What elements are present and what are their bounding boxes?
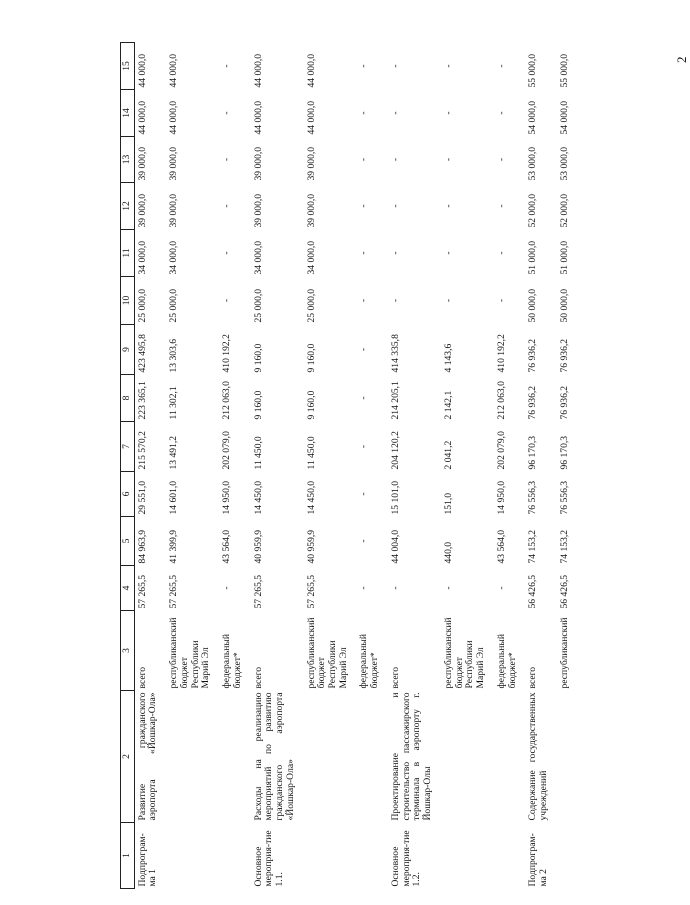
column-header: 5 [121, 517, 135, 566]
value-cell: - [221, 298, 233, 303]
value-cell: - [442, 204, 454, 208]
value-cell: 51 000,0 [527, 240, 539, 275]
table-row [494, 43, 525, 889]
column-header: 2 [121, 691, 135, 823]
value-cell: 43 564,0 [495, 529, 507, 564]
table-row [134, 43, 166, 889]
value-cell: - [221, 157, 233, 162]
value-cell: 25 000,0 [168, 288, 180, 323]
program-title-cell: Проектирование и строительство пассажирского терминала в аэропорту г. Йошкар-Олы [389, 692, 434, 821]
column-header: 8 [121, 375, 135, 422]
value-cell: 410 192,2 [221, 334, 233, 373]
value-cell: 44 000,0 [305, 53, 317, 88]
value-cell: 44 000,0 [305, 100, 317, 135]
value-cell: 223 365,1 [136, 381, 148, 420]
value-cell: - [358, 64, 370, 68]
value-cell: 44 000,0 [136, 53, 148, 88]
value-cell: 29 551,0 [136, 480, 148, 515]
value-cell: 50 000,0 [527, 288, 539, 323]
value-cell: 74 153,2 [558, 529, 570, 564]
value-cell: - [358, 539, 370, 543]
column-header: 11 [121, 230, 135, 277]
value-cell: 44 004,0 [389, 529, 401, 564]
value-cell: - [389, 586, 401, 590]
value-cell: 14 450,0 [305, 480, 317, 515]
value-cell: 202 079,0 [221, 431, 233, 470]
value-cell: - [389, 204, 401, 208]
value-cell: 39 000,0 [136, 146, 148, 181]
value-cell: - [495, 157, 507, 162]
funding-source-cell: республиканский [558, 617, 570, 689]
value-cell: - [358, 204, 370, 208]
value-cell: 96 170,3 [558, 435, 570, 470]
value-cell: 13 491,2 [168, 435, 180, 470]
value-cell: 9 160,0 [252, 390, 264, 420]
funding-source-cell: всего [527, 666, 539, 689]
value-cell: - [389, 251, 401, 255]
program-title-cell [219, 691, 250, 823]
table-body [134, 43, 577, 889]
value-cell: - [358, 396, 370, 400]
value-cell: - [221, 586, 233, 590]
value-cell: - [389, 64, 401, 68]
value-cell: - [221, 251, 233, 255]
page-number: 2 [674, 56, 689, 63]
table-row [219, 43, 250, 889]
value-cell: - [358, 586, 370, 590]
value-cell: - [442, 251, 454, 255]
program-name-cell [356, 823, 387, 889]
value-cell: 57 265,5 [252, 574, 264, 609]
value-cell: 414 335,8 [389, 334, 401, 373]
value-cell: 55 000,0 [558, 53, 570, 88]
value-cell: 39 000,0 [305, 146, 317, 181]
value-cell: - [358, 492, 370, 496]
value-cell: 53 000,0 [527, 146, 539, 181]
value-cell: 202 079,0 [495, 431, 507, 470]
value-cell: 39 000,0 [168, 193, 180, 228]
value-cell: 76 556,3 [558, 480, 570, 515]
value-cell: 11 450,0 [252, 436, 264, 470]
value-cell: - [442, 157, 454, 162]
table-row [166, 43, 219, 889]
value-cell: - [442, 298, 454, 303]
value-cell: 57 265,5 [305, 574, 317, 609]
value-cell: - [389, 157, 401, 162]
value-cell: 41 399,9 [168, 529, 180, 564]
value-cell: 14 450,0 [252, 480, 264, 515]
table-row [356, 43, 387, 889]
program-name-cell [494, 823, 525, 889]
column-header: 6 [121, 472, 135, 517]
column-header: 10 [121, 277, 135, 325]
funding-source-cell: федеральный бюджет* [495, 633, 518, 689]
value-cell: 57 265,5 [168, 574, 180, 609]
funding-source-cell: всего [136, 666, 148, 689]
program-title-cell [356, 691, 387, 823]
value-cell: 52 000,0 [527, 193, 539, 228]
value-cell: 410 192,2 [495, 334, 507, 373]
value-cell: 34 000,0 [136, 240, 148, 275]
value-cell: 44 000,0 [168, 53, 180, 88]
value-cell: 76 936,2 [558, 385, 570, 420]
value-cell: 39 000,0 [168, 146, 180, 181]
value-cell: - [221, 111, 233, 115]
column-header: 9 [121, 325, 135, 375]
value-cell: 39 000,0 [305, 193, 317, 228]
value-cell: - [221, 204, 233, 208]
value-cell: - [495, 64, 507, 68]
value-cell: 13 303,6 [168, 338, 180, 373]
value-cell: 76 936,2 [527, 338, 539, 373]
value-cell: 40 959,9 [252, 529, 264, 564]
program-name-cell [441, 823, 494, 889]
value-cell: 11 450,0 [305, 436, 317, 470]
program-title-cell [557, 691, 578, 823]
value-cell: - [495, 204, 507, 208]
column-header: 4 [121, 566, 135, 611]
value-cell: 151,0 [442, 492, 454, 515]
value-cell: - [358, 444, 370, 449]
value-cell: 55 000,0 [527, 53, 539, 88]
program-title-cell [304, 691, 357, 823]
value-cell: 14 601,0 [168, 480, 180, 515]
value-cell: 11 302,1 [168, 386, 180, 420]
value-cell: 57 265,5 [136, 574, 148, 609]
column-header: 13 [121, 137, 135, 183]
column-header: 3 [121, 611, 135, 691]
value-cell: 44 000,0 [168, 100, 180, 135]
value-cell: - [358, 251, 370, 255]
value-cell: 212 063,0 [221, 381, 233, 420]
table-header [121, 43, 135, 889]
value-cell: - [221, 64, 233, 68]
value-cell: 215 570,2 [136, 431, 148, 470]
value-cell: - [495, 298, 507, 303]
program-name-cell [557, 823, 578, 889]
value-cell: 214 205,1 [389, 381, 401, 420]
value-cell: 212 063,0 [495, 381, 507, 420]
value-cell: - [358, 347, 370, 352]
value-cell: 44 000,0 [136, 100, 148, 135]
value-cell: - [442, 586, 454, 590]
program-title-cell: Содержание государственных учреждений [527, 692, 550, 821]
value-cell: 54 000,0 [558, 100, 570, 135]
value-cell: - [358, 111, 370, 115]
program-title-cell [166, 691, 219, 823]
table-row [251, 43, 304, 889]
value-cell: 204 120,2 [389, 431, 401, 470]
value-cell: 40 959,9 [305, 529, 317, 564]
value-cell: 39 000,0 [136, 193, 148, 228]
value-cell: 96 170,3 [527, 435, 539, 470]
value-cell: 4 143,6 [442, 343, 454, 373]
value-cell: 54 000,0 [527, 100, 539, 135]
value-cell: 25 000,0 [252, 288, 264, 323]
table-row [525, 43, 556, 889]
value-cell: 423 495,8 [136, 334, 148, 373]
column-header: 1 [121, 823, 135, 889]
value-cell: 14 950,0 [495, 480, 507, 515]
value-cell: 25 000,0 [136, 288, 148, 323]
funding-source-cell: республиканский бюджет Республики Марий Эл [168, 617, 212, 689]
table-row [557, 43, 578, 889]
value-cell: 34 000,0 [252, 240, 264, 275]
value-cell: 76 556,3 [527, 480, 539, 515]
budget-table-sheet [120, 43, 640, 889]
program-title-cell: Развитие гражданского аэропорта «Йошкар-Ола» [136, 692, 159, 821]
funding-source-cell: федеральный бюджет* [221, 633, 243, 689]
funding-source-cell: республиканский бюджет Республики Марий Эл [305, 617, 349, 689]
program-name-cell [166, 823, 219, 889]
value-cell: 2 041,2 [442, 440, 454, 470]
program-name-cell [304, 823, 357, 889]
value-cell: 15 101,0 [389, 480, 401, 515]
value-cell: 50 000,0 [558, 288, 570, 323]
program-name-cell [219, 823, 250, 889]
value-cell: 25 000,0 [305, 288, 317, 323]
program-name-cell: Основное мероприя-тие 1.1. [252, 830, 286, 887]
funding-source-cell: всего [389, 666, 401, 689]
value-cell: 43 564,0 [221, 529, 233, 564]
value-cell: - [358, 157, 370, 162]
value-cell: 34 000,0 [168, 240, 180, 275]
value-cell: 84 963,9 [136, 529, 148, 564]
value-cell: - [389, 111, 401, 115]
funding-source-cell: республиканский бюджет Республики Марий Эл [442, 617, 487, 689]
value-cell: 9 160,0 [252, 343, 264, 373]
value-cell: - [442, 111, 454, 115]
column-header: 7 [121, 422, 135, 472]
value-cell: - [358, 298, 370, 303]
program-title-cell [494, 691, 525, 823]
value-cell: 39 000,0 [252, 193, 264, 228]
program-name-cell: Подпрограм-ма 1 [136, 833, 159, 887]
value-cell: - [495, 586, 507, 590]
value-cell: 39 000,0 [252, 146, 264, 181]
value-cell: - [495, 111, 507, 115]
value-cell: 74 153,2 [527, 529, 539, 564]
table-row [304, 43, 357, 889]
value-cell: 56 426,5 [558, 574, 570, 609]
value-cell: 44 000,0 [252, 100, 264, 135]
value-cell: 76 936,2 [527, 385, 539, 420]
column-header: 12 [121, 183, 135, 230]
value-cell: 52 000,0 [558, 193, 570, 228]
table-row [441, 43, 494, 889]
budget-table [120, 42, 578, 889]
value-cell: 56 426,5 [527, 574, 539, 609]
value-cell: 440,0 [442, 541, 454, 564]
value-cell: 9 160,0 [305, 343, 317, 373]
value-cell: 51 000,0 [558, 240, 570, 275]
value-cell: 9 160,0 [305, 390, 317, 420]
value-cell: 14 950,0 [221, 480, 233, 515]
program-name-cell: Основное мероприя-тие 1.2. [389, 830, 423, 887]
program-name-cell: Подпрограм-ма 2 [527, 833, 550, 887]
value-cell: 44 000,0 [252, 53, 264, 88]
program-title-cell: Расходы на реализацию мероприятий по развитию гражданского аэропорта «Йошкар-Ола» [252, 692, 296, 821]
funding-source-cell: федеральный бюджет* [358, 633, 381, 689]
value-cell: 53 000,0 [558, 146, 570, 181]
value-cell: - [442, 64, 454, 68]
value-cell: - [495, 251, 507, 255]
value-cell: 34 000,0 [305, 240, 317, 275]
table-row [388, 43, 441, 889]
column-header: 15 [121, 43, 135, 90]
program-title-cell [441, 691, 494, 823]
funding-source-cell: всего [252, 666, 264, 689]
value-cell: - [389, 298, 401, 303]
value-cell: 76 936,2 [558, 338, 570, 373]
column-header: 14 [121, 90, 135, 137]
value-cell: 2 142,1 [442, 390, 454, 420]
